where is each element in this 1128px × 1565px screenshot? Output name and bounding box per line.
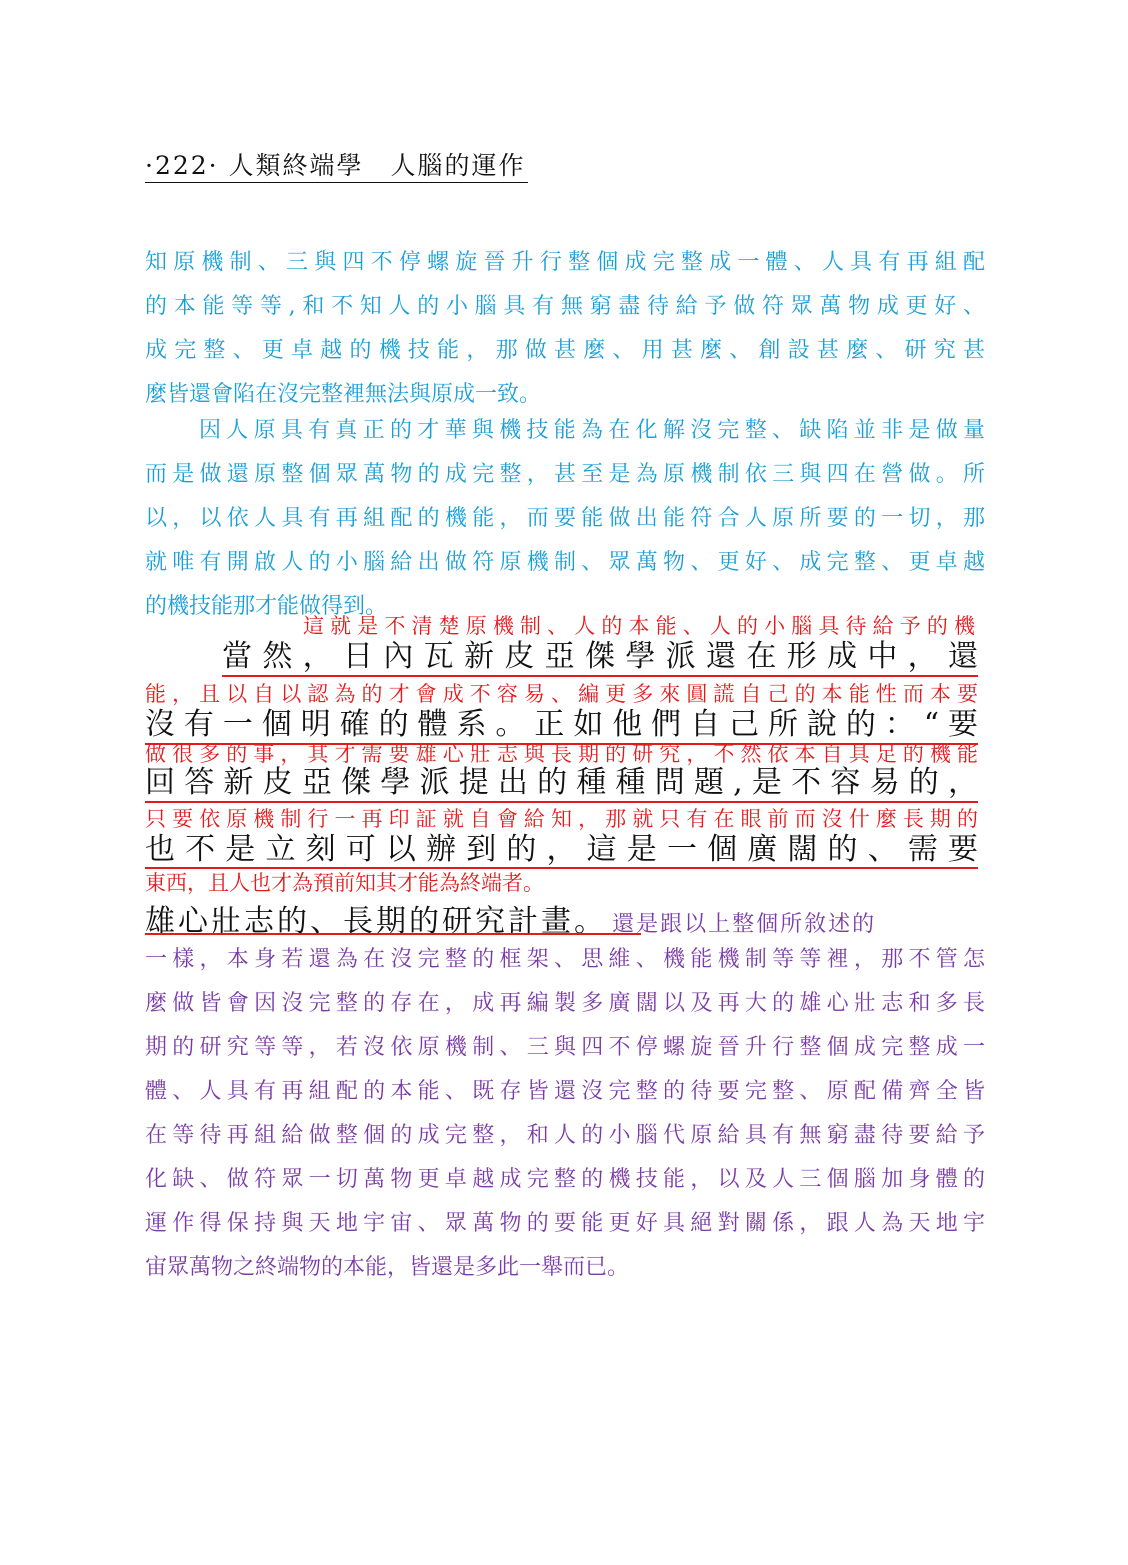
comment-start: 還是跟以上整個所敘述的	[612, 912, 877, 937]
text-line: 以，以依人具有再組配的機能，而要能做出能符合人原所要的一切，那	[145, 506, 985, 531]
quote-end: 雄心壯志的、長期的研究計畫	[145, 904, 574, 939]
paragraph-3	[145, 938, 985, 1290]
running-header: ·222· 人類終端學 人腦的運作	[145, 146, 528, 183]
quote-line: 沒有一個明確的體系。正如他們自己所說的：“要	[145, 707, 978, 742]
text-line: 就唯有開啟人的小腦給出做符原機制、眾萬物、更好、成完整、更卓越	[145, 550, 985, 575]
text-line: 在等待再組給做整個的成完整，和人的小腦代原給具有無窮盡待要給予	[145, 1123, 985, 1148]
red-underline	[145, 933, 641, 935]
quote-end-punct: 。	[574, 904, 607, 939]
red-underline	[222, 675, 978, 677]
red-annotation-line: 東西，且人也才為預前知其才能為終端者。	[145, 871, 544, 895]
text-line: 的本能等等,和不知人的小腦具有無窮盡待給予做符眾萬物成更好、	[145, 294, 985, 319]
text-line: 麼做皆會因沒完整的存在，成再編製多廣闊以及再大的雄心壯志和多長	[145, 991, 985, 1016]
text-line: 知原機制、三與四不停螺旋晉升行整個成完整成一體、人具有再組配	[145, 250, 985, 275]
red-annotation-line: 能，且以自以認為的才會成不容易、編更多來圓謊自己的本能性而本要	[145, 682, 978, 706]
red-annotation-line: 這就是不清楚原機制、人的本能、人的小腦具待給予的機	[303, 614, 975, 638]
text-line: 化缺、做符眾一切萬物更卓越成完整的機技能，以及人三個腦加身體的	[145, 1167, 985, 1192]
text-line: 宙眾萬物之終端物的本能，皆還是多此一舉而已。	[145, 1255, 630, 1280]
red-underline	[145, 867, 978, 869]
text-line: 一樣，本身若還為在沒完整的框架、思維、機能機制等等裡，那不管怎	[145, 947, 985, 972]
text-line: 運作得保持與天地宇宙、眾萬物的要能更好具絕對關係，跟人為天地宇	[145, 1211, 985, 1236]
text-line: 因人原具有真正的才華與機技能為在化解沒完整、缺陷並非是做量	[199, 418, 985, 443]
quote-line: 回答新皮亞傑學派提出的種種問題,是不容易的，	[145, 765, 978, 800]
text-line: 體、人具有再組配的本能、既存皆還沒完整的待要完整、原配備齊全皆	[145, 1079, 985, 1104]
text-line: 的機技能那才能做得到。	[145, 594, 388, 619]
red-underline	[145, 801, 978, 803]
red-annotation-line: 做很多的事，其才需要雄心壯志與長期的研究，不然依本自具足的機能	[145, 742, 978, 766]
quote-line: 也不是立刻可以辦到的，這是一個廣闊的、需要	[145, 832, 978, 867]
paragraph-1	[145, 241, 985, 417]
text-line: 而是做還原整個眾萬物的成完整，甚至是為原機制依三與四在營做。所	[145, 462, 985, 487]
paragraph-2	[145, 409, 985, 629]
text-line: 期的研究等等，若沒依原機制、三與四不停螺旋晉升行整個成完整成一	[145, 1035, 985, 1060]
red-annotation-line: 只要依原機制行一再印証就自會給知，那就只有在眼前而沒什麼長期的	[145, 807, 978, 831]
quote-end-line	[145, 896, 877, 939]
text-line: 成完整、更卓越的機技能，那做甚麼、用甚麼、創設甚麼、研究甚	[145, 338, 985, 363]
quote-line: 當然，日內瓦新皮亞傑學派還在形成中，還	[222, 639, 978, 674]
text-line: 麼皆還會陷在沒完整裡無法與原成一致。	[145, 382, 542, 407]
